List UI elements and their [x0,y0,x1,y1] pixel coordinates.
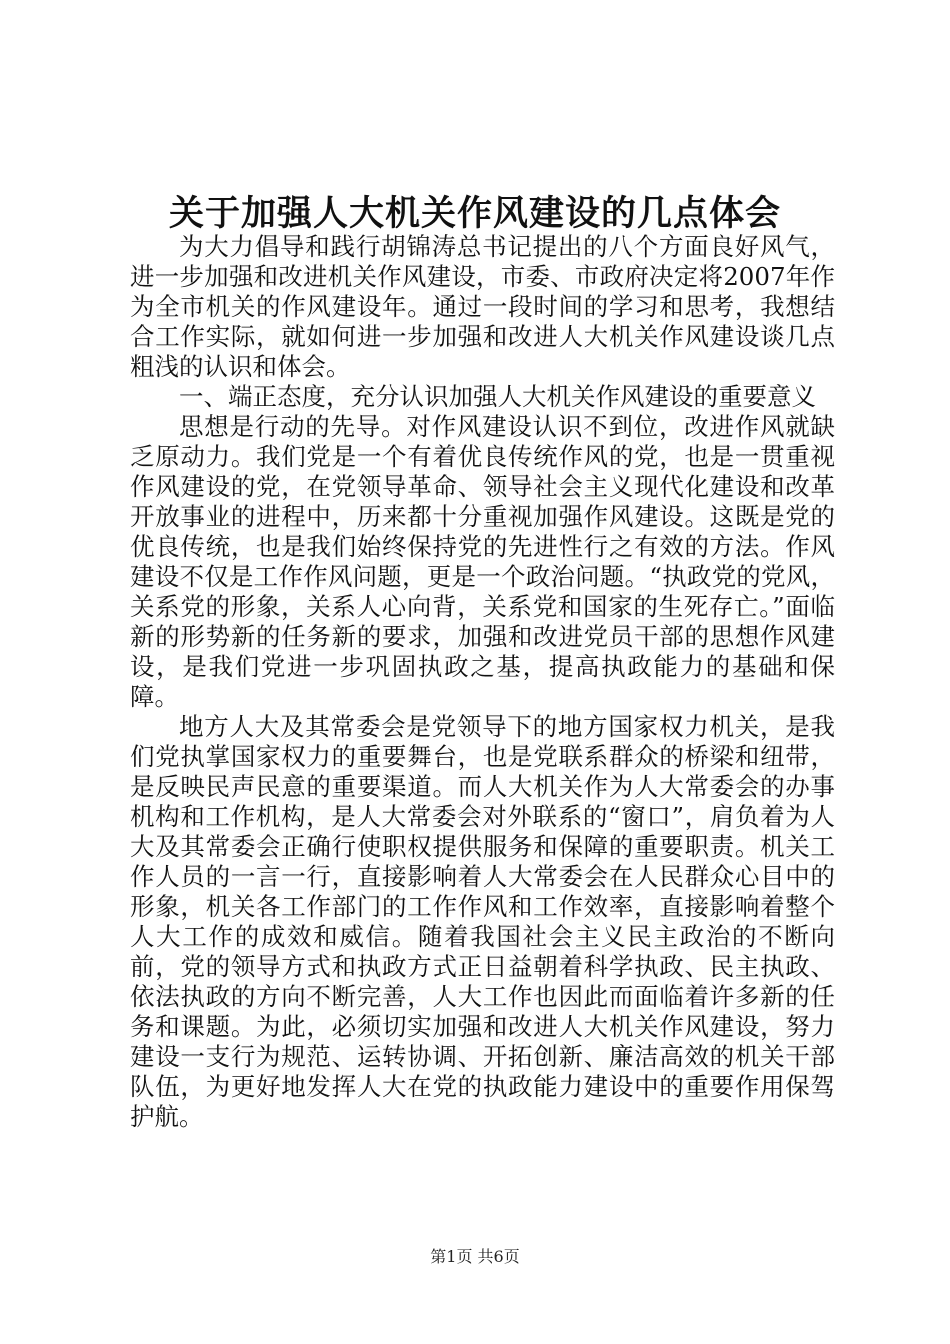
document-body [130,232,835,1132]
page-number: 第1页 共6页 [430,1247,520,1266]
paragraph-intro: 为大力倡导和践行胡锦涛总书记提出的八个方面良好风气，进一步加强和改进机关作风建设，市委、市政府决定将2007年作为全市机关的作风建设年。通过一段时间的学习和思考，我想结合工作实际，就如何进一步加强和改进人大机关作风建设谈几点粗浅的认识和体会。 [130,232,835,381]
page-title: 关于加强人大机关作风建设的几点体会 [168,194,781,234]
section-heading-1: 一、端正态度，充分认识加强人大机关作风建设的重要意义 [179,382,816,411]
paragraph-local-npc: 地方人大及其常委会是党领导下的地方国家权力机关，是我们党执掌国家权力的重要舞台，也是党联系群众的桥梁和纽带，是反映民声民意的重要渠道。而人大机关作为人大常委会的办事机构和工作机构，是人大常委会对外联系的“窗口”，肩负着为人大及其常委会正确行使职权提供服务和保障的重要职责。机关工作人员的一言一行，直接影响着人大常委会在人民群众心目中的形象，机关各工作部门的工作作风和工作效率，直接影响着整个人大工作的成效和威信。随着我国社会主义民主政治的不断向前，党的领导方式和执政方式正日益朝着科学执政、民主执政、依法执政的方向不断完善，人大工作也因此而面临着许多新的任务和课题。为此，必须切实加强和改进人大机关作风建设，努力建设一支行为规范、运转协调、开拓创新、廉洁高效的机关干部队伍，为更好地发挥人大在党的执政能力建设中的重要作用保驾护航。 [130,712,835,1131]
paragraph-thought: 思想是行动的先导。对作风建设认识不到位，改进作风就缺乏原动力。我们党是一个有着优良传统作风的党，也是一贯重视作风建设的党，在党领导革命、领导社会主义现代化建设和改革开放事业的进程中，历来都十分重视加强作风建设。这既是党的优良传统，也是我们始终保持党的先进性行之有效的方法。作风建设不仅是工作作风问题，更是一个政治问题。“执政党的党风，关系党的形象，关系人心向背，关系党和国家的生死存亡。”面临新的形势新的任务新的要求，加强和改进党员干部的思想作风建设，是我们党进一步巩固执政之基，提高执政能力的基础和保障。 [130,412,835,711]
